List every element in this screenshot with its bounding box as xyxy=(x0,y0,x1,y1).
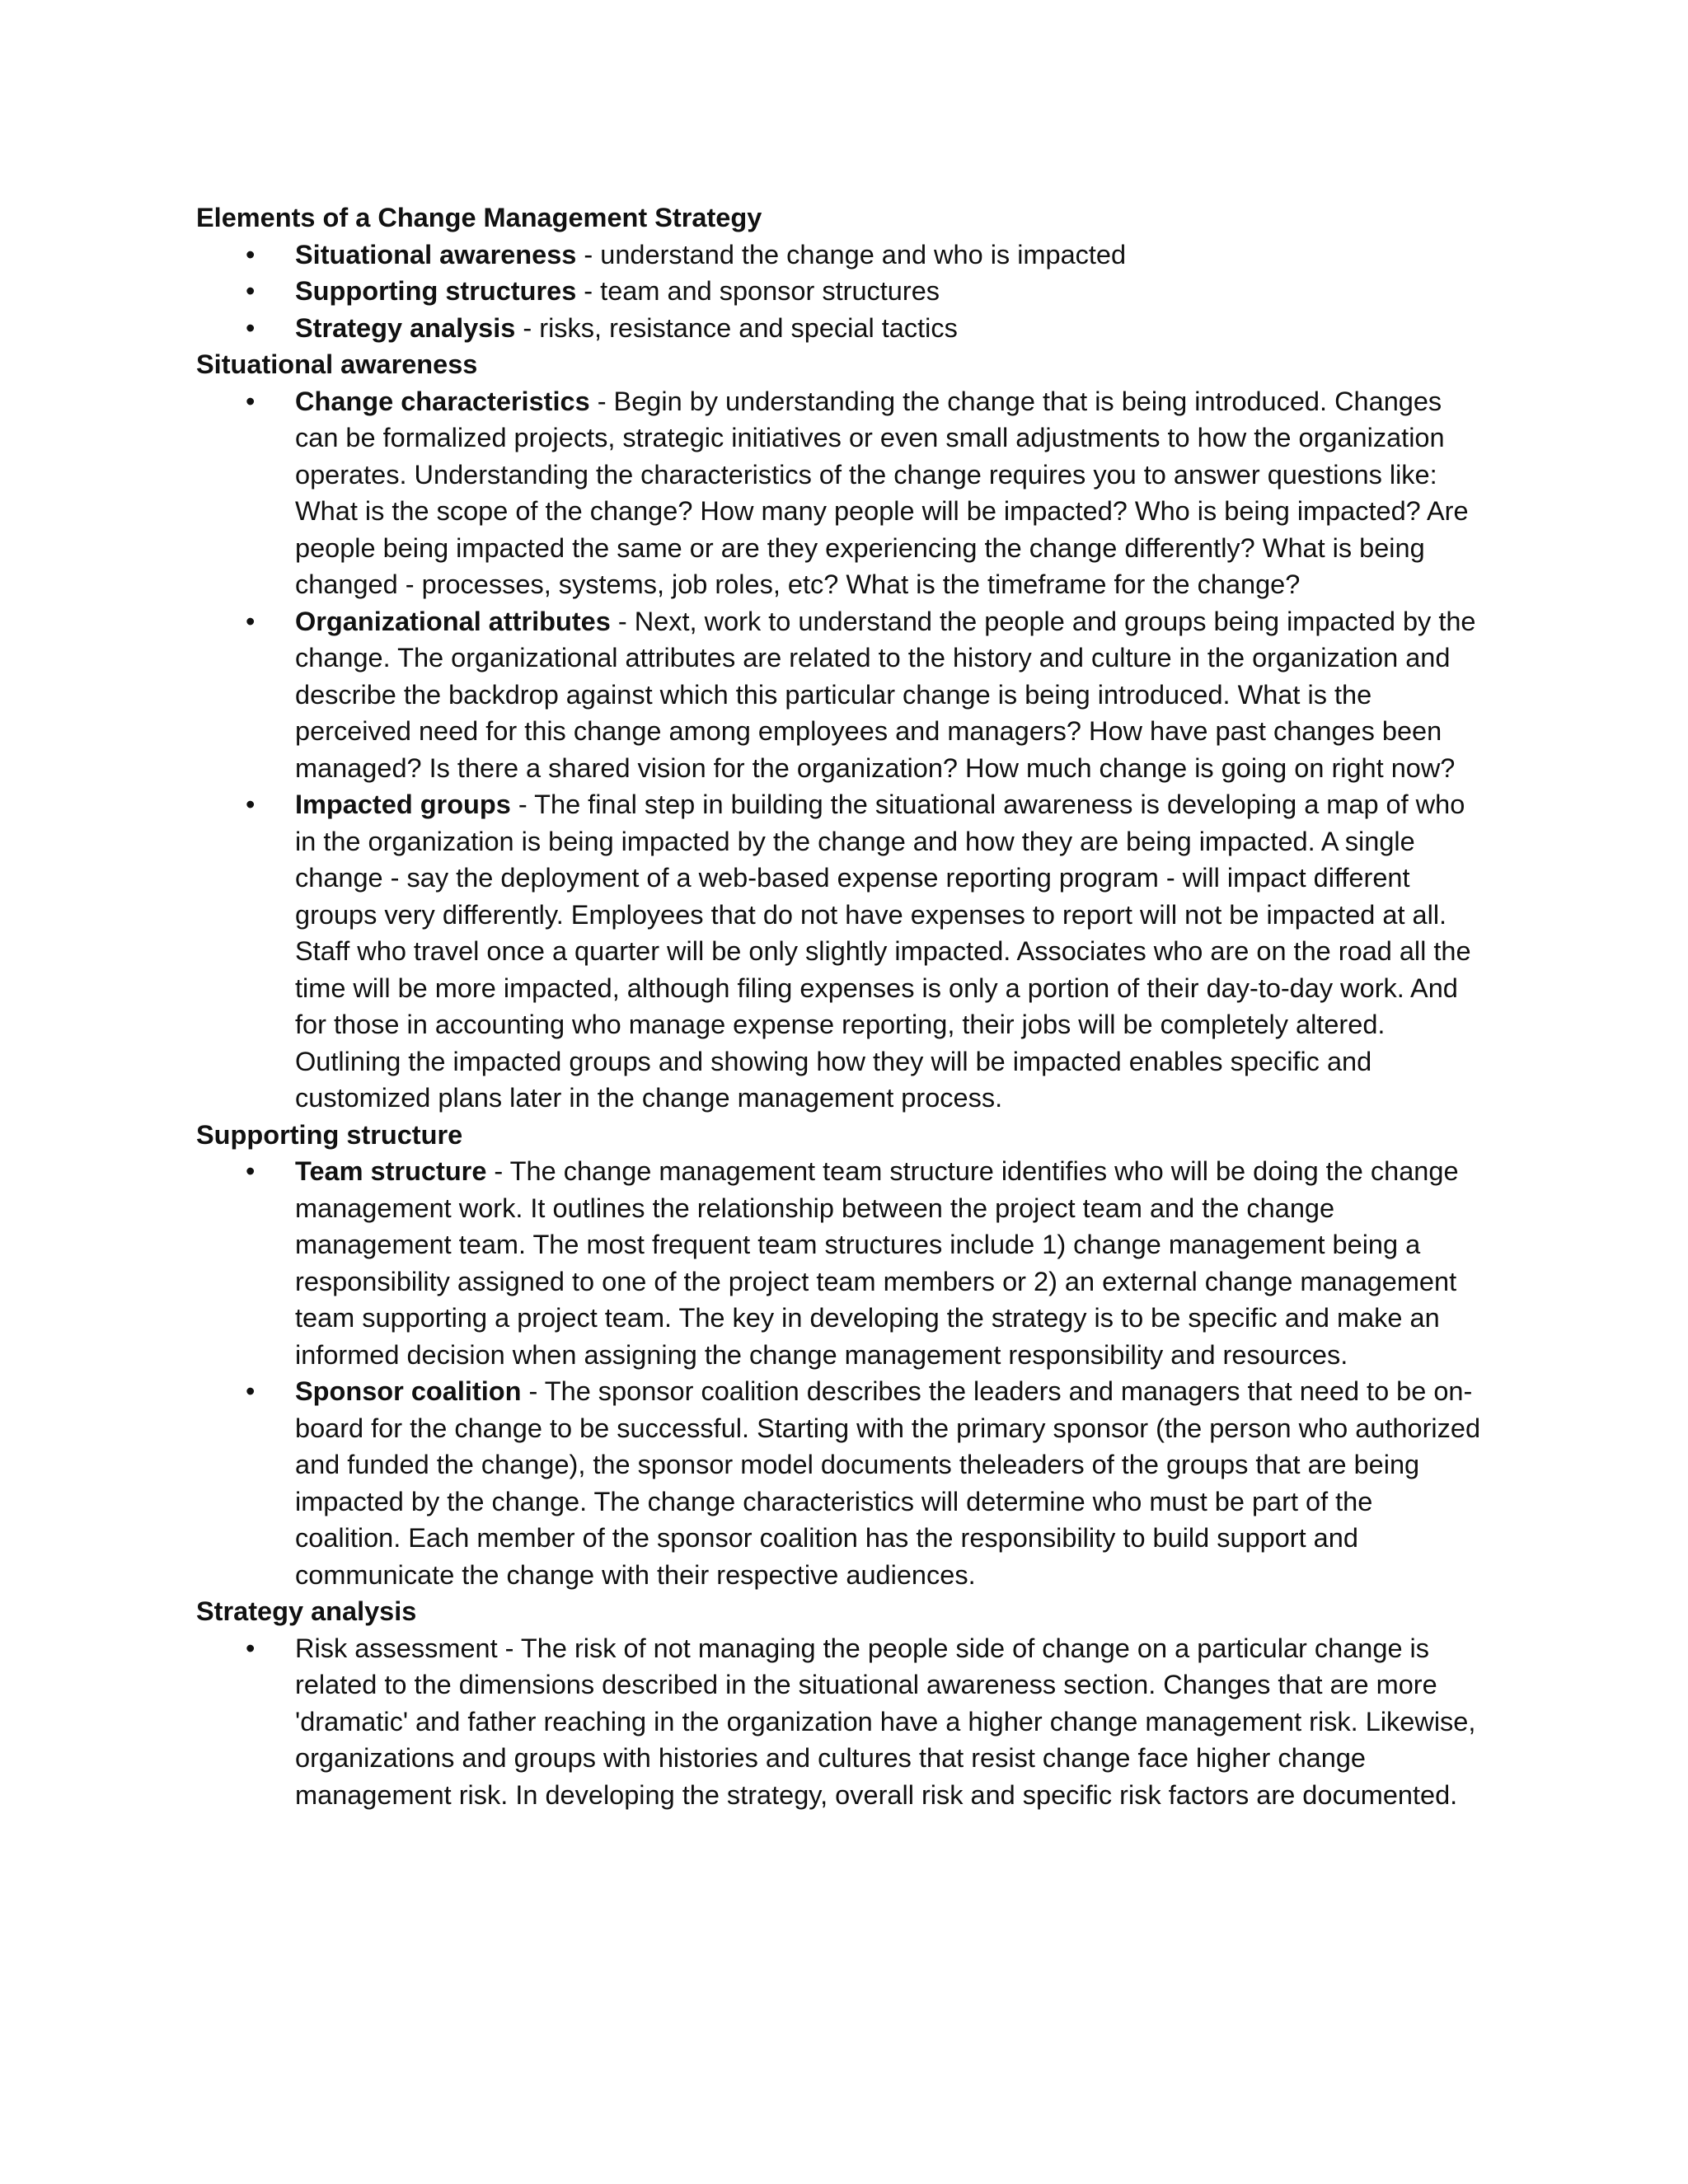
item-text: - The sponsor coalition describes the leaders and managers that need to be on-board for the change to be successful. Starting with the primary sponsor (the person who authorized and funded the change), the sponsor model documents theleaders of the groups that are being impacted by the change. The change characteristics will determine who must be part of the coalition. Each member of the sponsor coalition has the responsibility to build support and communicate the change with their respective audiences. xyxy=(295,1376,1481,1590)
list-item xyxy=(196,1153,1482,1373)
item-term: Strategy analysis xyxy=(295,312,516,343)
item-text: - understand the change and who is impacted xyxy=(576,239,1127,269)
list-item xyxy=(196,1630,1482,1814)
section-heading-supporting-structure: Supporting structure xyxy=(196,1119,463,1150)
list-item xyxy=(196,237,1482,274)
item-text: - Begin by understanding the change that is being introduced. Changes can be formalized projects, strategic initiatives or even small adjustments to how the organization operates. Understanding the characteristics of the change requires you to answer questions like: What is the scope of the change? How many people will be impacted? Who is being impacted? Are people being impacted the same or are they experiencing the change differently? What is being changed - processes, systems, job roles, etc? What is the timeframe for the change? xyxy=(295,386,1469,599)
item-term: Organizational attributes xyxy=(295,606,611,636)
section-heading-situational-awareness: Situational awareness xyxy=(196,349,478,379)
list-item xyxy=(196,1373,1482,1593)
item-text: - team and sponsor structures xyxy=(576,276,940,306)
bullet-icon: • xyxy=(246,312,256,343)
list-item xyxy=(196,603,1482,787)
item-term: Sponsor coalition xyxy=(295,1376,522,1406)
bullet-icon: • xyxy=(246,276,256,306)
item-term: Situational awareness xyxy=(295,239,577,269)
strategy-analysis-list xyxy=(196,1630,1482,1814)
situational-awareness-list xyxy=(196,383,1482,1117)
list-item xyxy=(196,786,1482,1117)
bullet-icon: • xyxy=(246,1633,256,1663)
bullet-icon: • xyxy=(246,386,256,416)
list-item xyxy=(196,383,1482,603)
item-text: - risks, resistance and special tactics xyxy=(515,312,958,343)
item-text: - Next, work to understand the people and groups being impacted by the change. The organizational attributes are related to the history and culture in the organization and describe the backdrop against which this particular change is being introduced. What is the perceived need for this change among employees and managers? How have past changes been managed? Is there a shared vision for the organization? How much change is going on right now? xyxy=(295,606,1476,783)
bullet-icon: • xyxy=(246,606,256,636)
document-page xyxy=(196,199,1482,1813)
item-term: Supporting structures xyxy=(295,276,577,306)
bullet-icon: • xyxy=(246,790,256,819)
list-item xyxy=(196,310,1482,347)
overview-list xyxy=(196,237,1482,347)
bullet-icon: • xyxy=(246,1156,256,1186)
item-term: Team structure xyxy=(295,1156,487,1186)
bullet-icon: • xyxy=(246,239,256,269)
item-text: - The final step in building the situational awareness is developing a map of who in the organization is being impacted by the change and how they are being impacted. A single change - say the deployment of a web-based expense reporting program - will impact different groups very differently. Employees that do not have expenses to report will not be impacted at all. Staff who travel once a quarter will be only slightly impacted. Associates who are on the road all the time will be more impacted, although filing expenses is only a portion of their day-to-day work. And for those in accounting who manage expense reporting, their jobs will be completely altered. Outlining the impacted groups and showing how they will be impacted enables specific and customized plans later in the change management process. xyxy=(295,790,1471,1113)
section-heading-strategy-analysis: Strategy analysis xyxy=(196,1596,417,1626)
supporting-structure-list xyxy=(196,1153,1482,1593)
item-term: Impacted groups xyxy=(295,790,511,819)
list-item xyxy=(196,273,1482,310)
bullet-icon: • xyxy=(246,1376,256,1406)
item-term: Change characteristics xyxy=(295,386,590,416)
item-text: - The change management team structure identifies who will be doing the change management work. It outlines the relationship between the project team and the change management team. The most frequent team structures include 1) change management being a responsibility assigned to one of the project team members or 2) an external change management team supporting a project team. The key in developing the strategy is to be specific and make an informed decision when assigning the change management responsibility and resources. xyxy=(295,1156,1459,1370)
item-text: Risk assessment - The risk of not managing the people side of change on a particular change is related to the dimensions described in the situational awareness section. Changes that are more 'dramatic' and father reaching in the organization have a higher change management risk. Likewise, organizations and groups with histories and cultures that resist change face higher change management risk. In developing the strategy, overall risk and specific risk factors are documented. xyxy=(295,1633,1476,1810)
document-title: Elements of a Change Management Strategy xyxy=(196,203,762,232)
